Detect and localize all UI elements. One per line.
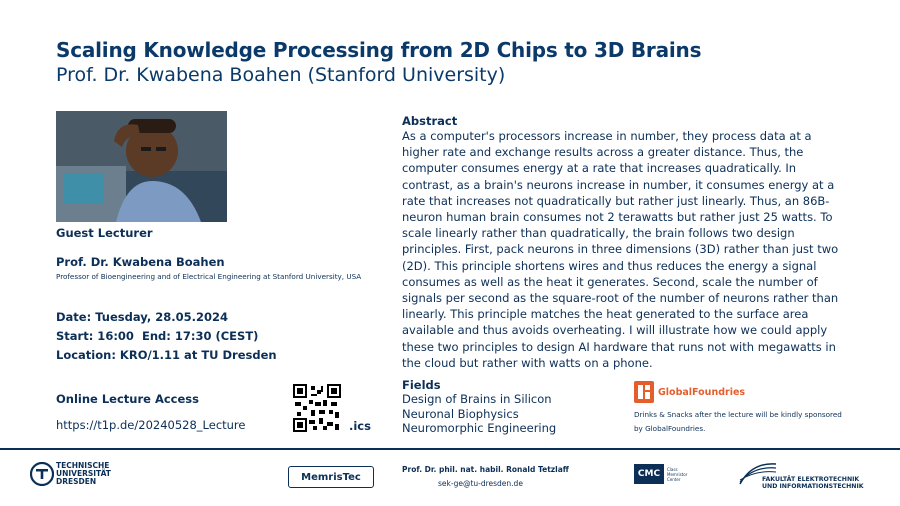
page-title: Scaling Knowledge Processing from 2D Chips to 3D Brains <box>56 38 702 62</box>
lecture-link[interactable]: https://t1p.de/20240528_Lecture <box>56 418 246 432</box>
lecturer-position: Professor of Bioengineering and of Electrical Engineering at Stanford University, USA <box>56 272 362 281</box>
tu-dresden-wordmark: TECHNISCHE UNIVERSITÄT DRESDEN <box>56 461 111 486</box>
page-subtitle: Prof. Dr. Kwabena Boahen (Stanford University) <box>56 64 506 86</box>
field-item: Design of Brains in Silicon <box>402 392 552 406</box>
event-end: End: 17:30 (CEST) <box>142 329 259 343</box>
tu-dresden-icon <box>30 462 54 486</box>
cmc-logo: CMC Class Memristor Center <box>634 464 687 484</box>
tu-dresden-logo <box>30 462 54 490</box>
globalfoundries-logo <box>634 381 745 403</box>
faculty-name: FAKULTÄT ELEKTROTECHNIK UND INFORMATIONSTECHNIK <box>762 476 864 490</box>
globalfoundries-icon <box>634 381 654 403</box>
online-access-label: Online Lecture Access <box>56 392 199 406</box>
lecturer-name: Prof. Dr. Kwabena Boahen <box>56 255 225 269</box>
contact-email[interactable]: sek-ge@tu-dresden.de <box>438 479 523 488</box>
qr-code[interactable] <box>293 384 341 432</box>
event-location: Location: KRO/1.11 at TU Dresden <box>56 348 277 362</box>
lecturer-photo <box>56 111 227 222</box>
event-date: Date: Tuesday, 28.05.2024 <box>56 310 228 324</box>
footer-divider <box>0 448 900 450</box>
abstract-text: As a computer's processors increase in number, they process data at a higher rate and exchange results across a greater distance. Thus, the computer consumes energy at a rate that increases quadratically. In contrast, as a brain's neurons increase in number, it consumes energy at a rate that increases not quadratically but rather just linearly. Thus, an 86B-neuron human brain consumes not 2 terawatts but rather just 25 watts. To scale linearly rather than quadratically, the brain follows two design principles. First, pack neurons in three dimensions (3D) rather than just two (2D). This principle shortens wires and thus reduces the energy a signal consumes as well as the heat it generates. Second, scale the number of signals per second as the square-root of the number of neurons rather than linearly. This principle matches the heat generated to the surface area available and thus avoids overheating. I will illustrate how we could apply these two principles to design AI hardware that runs not with megawatts in the cloud but rather with watts on a phone. <box>402 129 839 370</box>
field-item: Neuronal Biophysics <box>402 406 519 421</box>
memristec-logo: MemrisTec <box>288 466 374 488</box>
event-start: Start: 16:00 <box>56 329 134 343</box>
fields-list <box>402 392 556 436</box>
abstract-heading: Abstract <box>402 114 458 128</box>
ics-link[interactable]: .ics <box>349 419 371 433</box>
contact-name: Prof. Dr. phil. nat. habil. Ronald Tetzlaff <box>402 465 569 474</box>
fields-heading: Fields <box>402 378 441 392</box>
sponsor-note: Drinks & Snacks after the lecture will be kindly sponsored by GlobalFoundries. <box>634 410 842 433</box>
guest-lecturer-label: Guest Lecturer <box>56 226 153 240</box>
globalfoundries-name: GlobalFoundries <box>658 386 746 398</box>
field-item: Neuromorphic Engineering <box>402 421 557 435</box>
